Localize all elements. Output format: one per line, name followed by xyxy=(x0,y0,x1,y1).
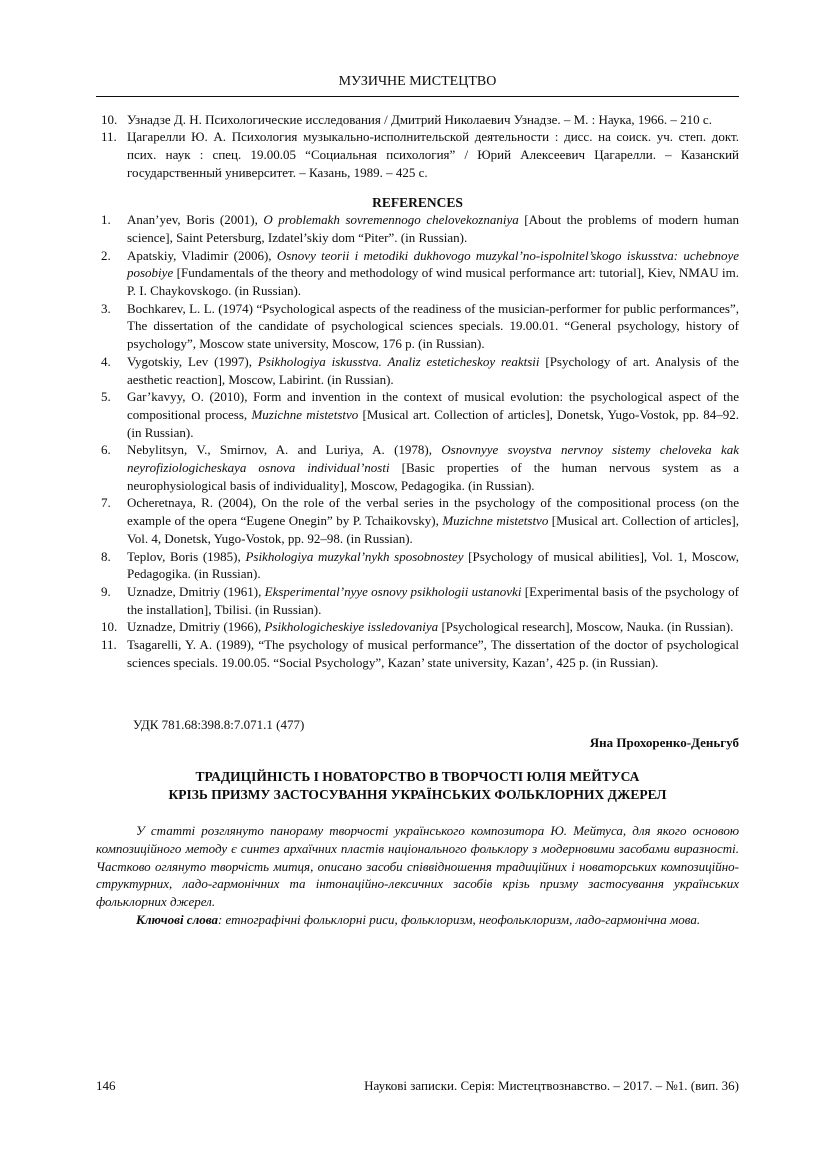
reference-number: 7. xyxy=(101,495,111,511)
reference-text: [Fundamentals of the theory and methodology of wind musical performance art: tutorial], Kiev, NMAU im. P. I. Chaykovskogo. (in Russian). xyxy=(127,265,739,299)
reference-title-italic: Psikhologiya muzykal’nykh sposobnostey xyxy=(245,548,464,564)
reference-text: Uznadze, Dmitriy (1966), xyxy=(127,619,265,635)
reference-number: 10. xyxy=(101,619,118,635)
reference-text: [Musical art. Collection of articles], Donetsk, Yugo-Vostok, pp. 84–92. (in Russian). xyxy=(127,406,739,440)
reference-text: [Psychological research], Moscow, Nauka. (in Russian). xyxy=(438,619,734,635)
article-title-line2: КРІЗЬ ПРИЗМУ ЗАСТОСУВАННЯ УКРАЇНСЬКИХ ФОЛЬКЛОРНИХ ДЖЕРЕЛ xyxy=(168,786,667,802)
reference-item xyxy=(96,583,739,618)
reference-text: [Experimental basis of the psychology of the installation], Tbilisi. (in Russian). xyxy=(127,583,740,617)
reference-number: 2. xyxy=(101,247,111,263)
page-number: 146 xyxy=(96,1078,116,1093)
reference-item xyxy=(96,441,739,494)
reference-title-italic: Psikhologiya iskusstva. Analiz esteticheskoy reaktsii xyxy=(257,353,540,369)
reference-text: Nebylitsyn, V., Smirnov, A. and Luriya, A. (1978), xyxy=(127,442,442,458)
page-footer xyxy=(96,1077,739,1095)
reference-item xyxy=(96,636,739,671)
reference-title-italic: Psikhologicheskiye issledovaniya xyxy=(264,619,439,635)
continued-references-list xyxy=(96,111,739,182)
reference-text: Apatskiy, Vladimir (2006), xyxy=(127,247,277,263)
reference-number: 3. xyxy=(101,300,111,316)
reference-item xyxy=(96,494,739,547)
reference-number: 5. xyxy=(101,389,111,405)
reference-text: [Psychology of art. Analysis of the aesthetic reaction], Moscow, Labirint. (in Russian). xyxy=(127,353,739,387)
reference-title-italic: Muzichne mistetstvo xyxy=(442,513,549,529)
reference-text: Teplov, Boris (1985), xyxy=(127,548,246,564)
page-content xyxy=(96,0,739,929)
reference-text: Vygotskiy, Lev (1997), xyxy=(127,353,258,369)
reference-text: Tsagarelli, Y. A. (1989), “The psychology of musical performance”, The dissertation of the doctor of psychological sciences specials. 19.00.05. “Social Psychology”, Kazan’ state university, Kazan’, 425 p. (in Russian). xyxy=(127,637,739,670)
reference-title-italic: Osnovy teorii i metodiki dukhovogo muzykal’no-ispolnitel’skogo iskusstva: uchebnoye posobiye xyxy=(127,247,739,281)
reference-number: 1. xyxy=(101,212,111,228)
reference-item xyxy=(96,211,739,246)
reference-text: Bochkarev, L. L. (1974) “Psychological aspects of the readiness of the musician-performer for public performances”, The dissertation of the candidate of psychological sciences specials. 19.00.01. “General psychology, history of psychology”, Moscow state university, Moscow, 176 p. (in Russian). xyxy=(127,300,739,352)
reference-title-italic: Osnovnyye svoystva nervnoy sistemy cheloveka kak neyrofiziologicheskaya osnova individual’nosti xyxy=(127,442,740,476)
article-title-line1: ТРАДИЦІЙНІСТЬ І НОВАТОРСТВО В ТВОРЧОСТІ ЮЛІЯ МЕЙТУСА xyxy=(195,768,640,784)
reference-title-italic: Muzichne mistetstvo xyxy=(251,406,359,422)
reference-title-italic: Eksperimental’nyye osnovy psikhologii ustanovki xyxy=(264,583,522,599)
article-abstract: У статті розглянуто панораму творчості українського композитора Ю. Мейтуса, для якого основою композиційного методу є синтез архаїчних пластів національного фольклору з модерновими засобами виразності. Частково оглянуто творчість митця, описано засоби співвідношення традиційних і новаторських композиційно-структурних, ладо-гармонічних та інтонаційно-лексичних засобів крізь призму застосування українських фольклорних джерел. xyxy=(96,823,739,910)
running-head: МУЗИЧНЕ МИСТЕЦТВО xyxy=(96,73,739,97)
article-title xyxy=(96,768,739,803)
reference-number: 11. xyxy=(101,129,117,145)
references-heading: REFERENCES xyxy=(372,194,463,210)
reference-item xyxy=(96,128,739,181)
article-author: Яна Прохоренко-Деньгуб xyxy=(589,735,739,751)
reference-text: Gar’kavyy, O. (2010), Form and invention in the context of musical evolution: the psychological aspect of the compositional process, xyxy=(127,389,739,422)
reference-text: [About the problems of modern human science], Saint Petersburg, Izdatel’skiy dom “Piter”. (in Russian). xyxy=(127,212,740,245)
reference-text: Ocheretnaya, R. (2004), On the role of the verbal series in the psychology of the compositional process (on the example of the opera “Eugene Onegin” by P. Tchaikovsky), xyxy=(127,495,739,529)
reference-item xyxy=(96,247,739,300)
reference-item xyxy=(96,618,739,636)
udc-code: УДК 781.68:398.8:7.071.1 (477) xyxy=(133,716,305,732)
reference-text: [Basic properties of the human nervous system as a neurophysiological basis of individuality], Moscow, Pedagogika. (in Russian). xyxy=(127,460,739,493)
reference-number: 6. xyxy=(101,442,111,458)
reference-item xyxy=(96,300,739,353)
journal-info: Наукові записки. Серія: Мистецтвознавство. – 2017. – №1. (вип. 36) xyxy=(364,1078,739,1093)
reference-title-italic: O problemakh sovremennogo chelovekoznaniya xyxy=(263,212,519,228)
reference-text: Uznadze, Dmitriy (1961), xyxy=(127,583,265,599)
reference-item xyxy=(96,111,739,129)
reference-number: 4. xyxy=(101,353,111,369)
reference-text: [Musical art. Collection of articles], Vol. 4, Donetsk, Yugo-Vostok, pp. 92–98. (in Russian). xyxy=(127,513,739,546)
reference-text: Anan’yev, Boris (2001), xyxy=(127,212,264,228)
reference-number: 10. xyxy=(101,111,118,127)
reference-number: 9. xyxy=(101,583,111,599)
keywords-text: : етнографічні фольклорні риси, фольклоризм, неофольклоризм, ладо-гармонічна мова. xyxy=(217,911,701,927)
reference-text: Цагарелли Ю. А. Психология музыкально-исполнительской деятельности : дисс. на соиск. уч. степ. докт. псих. наук : спец. 19.00.05 “Социальная психология” / Юрий Алексеевич Цагарелли. – Казанский государственный университет. – Казань, 1989. – 425 с. xyxy=(127,129,739,180)
reference-item xyxy=(96,548,739,583)
reference-item xyxy=(96,353,739,388)
reference-item xyxy=(96,388,739,441)
references-list xyxy=(96,211,739,671)
reference-number: 11. xyxy=(101,637,117,653)
reference-number: 8. xyxy=(101,548,111,564)
reference-text: Узнадзе Д. Н. Психологические исследования / Дмитрий Николаевич Узнадзе. – М. : Наука, 1966. – 210 с. xyxy=(127,111,712,127)
reference-text: [Psychology of musical abilities], Vol. 1, Moscow, Pedagogika. (in Russian). xyxy=(127,548,739,582)
keywords-label: Ключові слова xyxy=(136,911,218,927)
keywords-paragraph xyxy=(96,911,739,929)
